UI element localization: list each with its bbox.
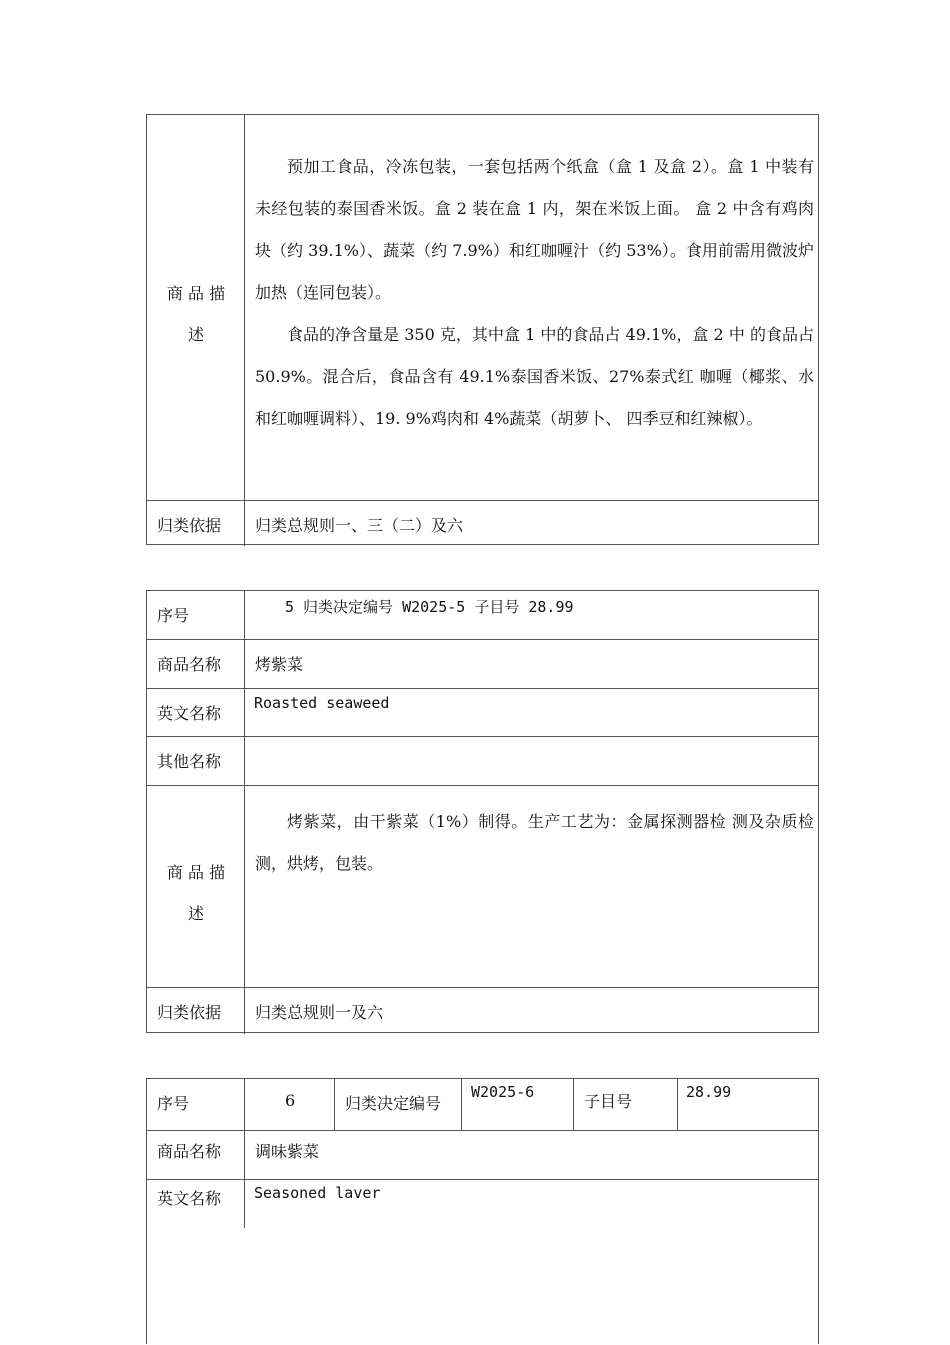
sequence-label-cell: [147, 591, 245, 639]
basis-value-cell: [245, 988, 818, 1034]
english-name-value: Seasoned laver: [254, 1184, 381, 1202]
product-name-label: 商品名称: [157, 655, 222, 674]
basis-value: 归类总规则一、三（二）及六: [255, 516, 464, 535]
description-paragraph-1: 预加工食品，冷冻包装，一套包括两个纸盒（盒 1 及盒 2）。盒 1 中装有未经包装的泰国香米饭。盒 2 装在盒 1 内，架在米饭上面。 盒 2 中含有鸡肉块（约 39.1%）、蔬菜（约 7.9%）和红咖喱汁（约 53%）。食用前需用微波炉加热（连同包装）。: [255, 157, 814, 302]
sequence-value-cell: [245, 1079, 335, 1130]
description-label: 商 品 描 述: [166, 863, 226, 923]
sequence-label: 序号: [157, 1094, 190, 1113]
decision-code-value-cell: [462, 1079, 574, 1130]
basis-row: [147, 500, 818, 546]
subheading-value: 28.99: [686, 1083, 732, 1101]
other-name-label-cell: [147, 737, 245, 785]
product-name-row: [147, 639, 818, 688]
description-text: [255, 146, 814, 440]
basis-label-cell: [147, 501, 245, 546]
english-name-label-cell: [147, 689, 245, 736]
subheading-value-cell: [678, 1079, 818, 1130]
classification-table-6: [146, 1078, 819, 1344]
english-name-label: 英文名称: [157, 704, 222, 723]
english-name-row: [147, 1179, 818, 1345]
decision-code-label-cell: [335, 1079, 462, 1130]
other-name-row: [147, 736, 818, 785]
subheading-label-cell: [574, 1079, 678, 1130]
decision-code-label: 归类决定编号: [345, 1094, 442, 1113]
english-name-label: 英文名称: [157, 1189, 222, 1208]
description-paragraph-2: 食品的净含量是 350 克，其中盒 1 中的食品占 49.1%，盒 2 中 的食品占 50.9%。混合后，食品含有 49.1%泰国香米饭、27%泰式红 咖喱（椰浆、水和红咖喱调料）、19. 9%鸡肉和 4%蔬菜（胡萝卜、 四季豆和红辣椒）。: [255, 325, 814, 428]
product-name-label: 商品名称: [157, 1142, 222, 1161]
sequence-value: 6: [285, 1091, 296, 1110]
basis-value: 归类总规则一及六: [255, 1003, 384, 1022]
header-row: [147, 1079, 818, 1130]
other-name-value-cell: [245, 737, 818, 785]
description-row: [147, 115, 818, 500]
description-text: [255, 801, 814, 885]
english-name-row: [147, 688, 818, 736]
sequence-label-cell: [147, 1079, 245, 1130]
description-paragraph: 烤紫菜，由干紫菜（1%）制得。生产工艺为：金属探测器检 测及杂质检测，烘烤，包装。: [255, 812, 814, 873]
classification-table-5: [146, 590, 819, 1033]
description-label-cell: [147, 786, 245, 987]
sequence-value: 5 归类决定编号 W2025-5 子目号 28.99: [285, 598, 574, 616]
basis-value-cell: [245, 501, 818, 546]
classification-table-4: [146, 114, 819, 545]
description-label-cell: [147, 115, 245, 500]
basis-label: 归类依据: [157, 516, 222, 535]
product-name-row: [147, 1130, 818, 1179]
description-row: [147, 785, 818, 987]
product-name-label-cell: [147, 640, 245, 688]
subheading-label: 子目号: [584, 1092, 633, 1111]
english-name-label-cell: [147, 1180, 245, 1228]
decision-code-value: W2025-6: [471, 1083, 535, 1101]
basis-label: 归类依据: [157, 1003, 222, 1022]
english-name-value-cell: [245, 689, 818, 736]
product-name-value: 烤紫菜: [255, 655, 304, 674]
product-name-label-cell: [147, 1131, 245, 1179]
product-name-value-cell: [245, 640, 818, 688]
english-name-value-cell: [245, 1180, 818, 1345]
product-name-value: 调味紫菜: [255, 1142, 320, 1161]
basis-label-cell: [147, 988, 245, 1034]
sequence-row: [147, 591, 818, 639]
sequence-label: 序号: [157, 606, 190, 625]
english-name-value: Roasted seaweed: [254, 694, 390, 712]
basis-row: [147, 987, 818, 1034]
other-name-label: 其他名称: [157, 752, 222, 771]
product-name-value-cell: [245, 1131, 818, 1179]
sequence-value-cell: [245, 591, 818, 639]
description-label: 商 品 描 述: [166, 284, 226, 344]
